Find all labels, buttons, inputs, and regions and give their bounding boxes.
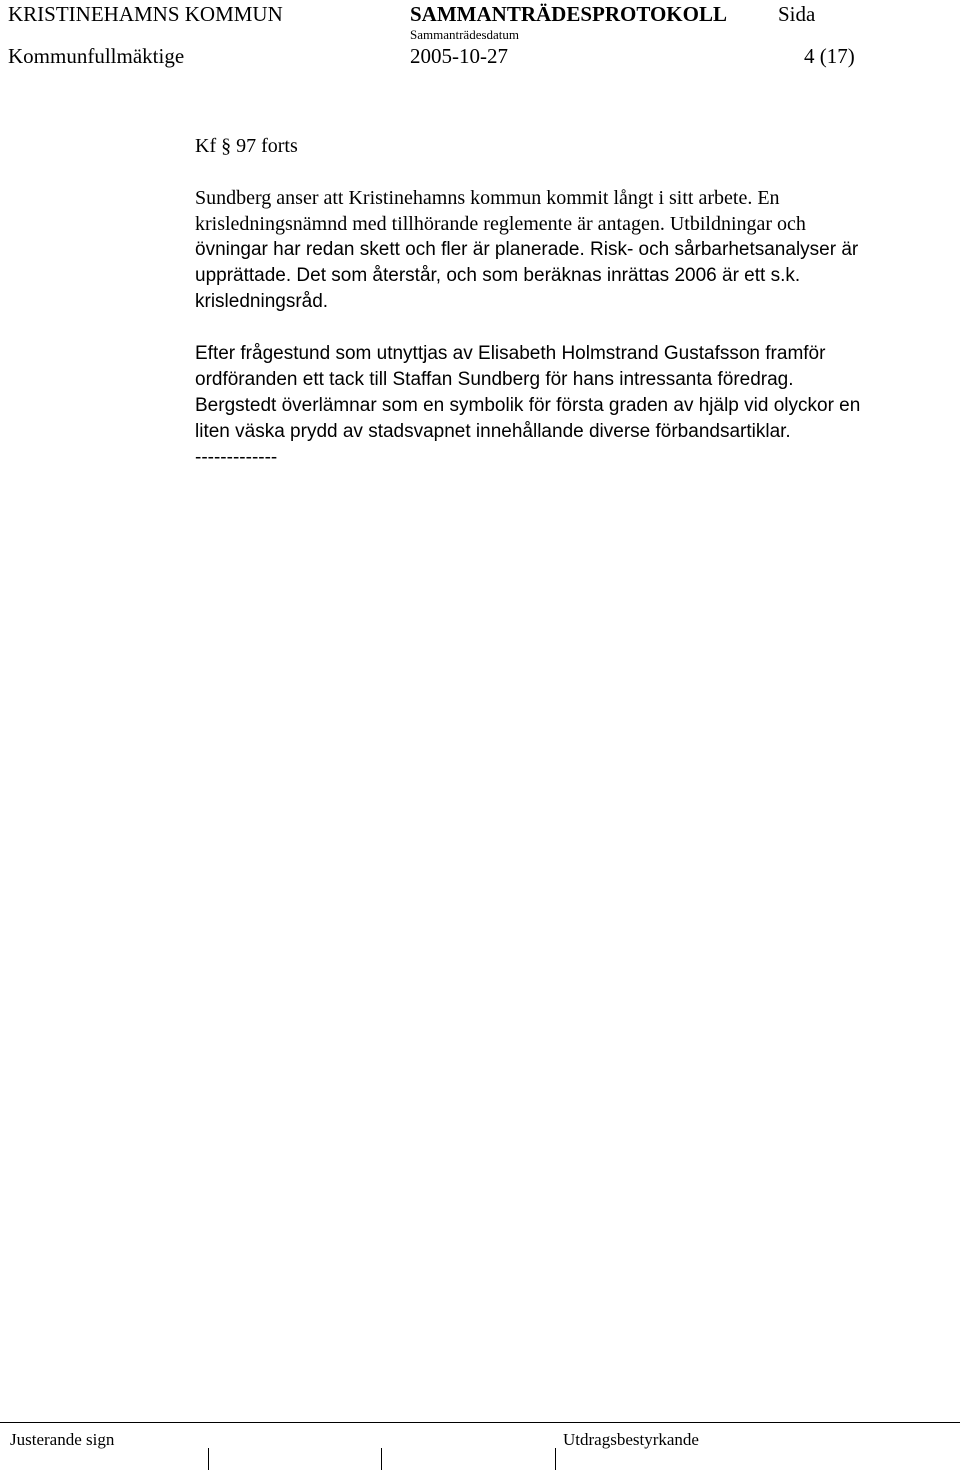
section-separator: ------------- xyxy=(195,447,278,468)
paragraph-line: liten väska prydd av stadsvapnet innehållande diverse förbandsartiklar. xyxy=(195,421,791,442)
paragraph-line: övningar har redan skett och fler är planerade. Risk- och sårbarhetsanalyser är xyxy=(195,239,859,260)
paragraph-line: Efter frågestund som utnyttjas av Elisabeth Holmstrand Gustafsson framför xyxy=(195,343,826,364)
signature-box-divider xyxy=(555,1448,556,1470)
paragraph-line: Sundberg anser att Kristinehamns kommun kommit långt i sitt arbete. En xyxy=(195,187,780,209)
paragraph-line: upprättade. Det som återstår, och som beräknas inrättas 2006 är ett s.k. xyxy=(195,265,801,286)
paragraph-crisis-management xyxy=(195,185,935,315)
page-number: 4 (17) xyxy=(804,44,855,68)
council-name: Kommunfullmäktige xyxy=(8,44,185,68)
minutes-body xyxy=(195,133,935,471)
signature-box-divider xyxy=(208,1448,209,1470)
meeting-date-label: Sammanträdesdatum xyxy=(410,27,520,42)
paragraph-line: Bergstedt överlämnar som en symbolik för första graden av hjälp vid olyckor en xyxy=(195,395,861,416)
meeting-date: 2005-10-27 xyxy=(410,44,508,68)
page-label: Sida xyxy=(778,2,816,26)
signature-label: Justerande sign xyxy=(10,1430,115,1449)
municipality-name: KRISTINEHAMNS KOMMUN xyxy=(8,2,283,26)
document-title: SAMMANTRÄDESPROTOKOLL xyxy=(410,2,727,26)
paragraph-line: krisledningsråd. xyxy=(195,291,329,312)
footer-divider xyxy=(0,1422,960,1423)
paragraph-line: ordföranden ett tack till Staffan Sundberg för hans intressanta föredrag. xyxy=(195,369,794,390)
paragraph-presentation-thanks xyxy=(195,341,935,445)
paragraph-line: krisledningsnämnd med tillhörande reglemente är antagen. Utbildningar och xyxy=(195,213,806,235)
extract-certification-label: Utdragsbestyrkande xyxy=(563,1430,699,1449)
section-reference: Kf § 97 forts xyxy=(195,135,298,157)
signature-box-divider xyxy=(381,1448,382,1470)
